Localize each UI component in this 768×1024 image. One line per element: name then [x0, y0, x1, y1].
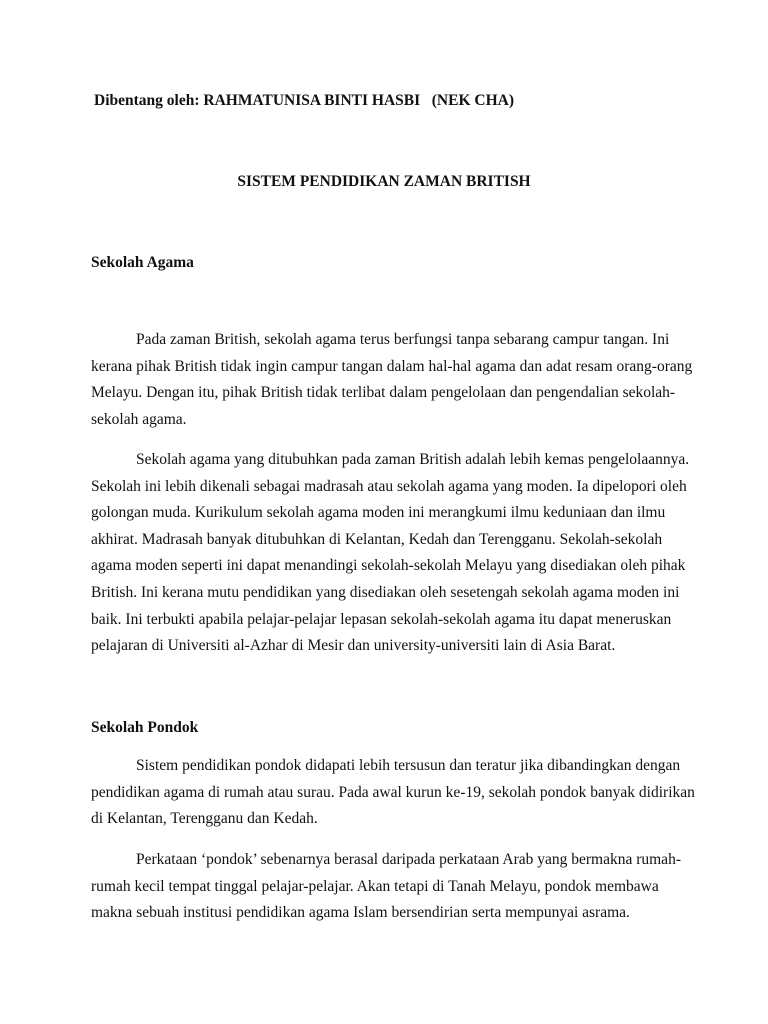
paragraph: [91, 447, 690, 660]
paragraph-line: makna sebuah institusi pendidikan agama Islam bersendirian serta mempunyai asrama.: [91, 904, 630, 922]
paragraph-line: rumah kecil tempat tinggal pelajar-pelajar. Akan tetapi di Tanah Melayu, pondok membawa: [91, 877, 659, 895]
document-title: SISTEM PENDIDIKAN ZAMAN BRITISH: [237, 173, 531, 190]
paragraph-line: di Kelantan, Terengganu dan Kedah.: [91, 810, 318, 828]
paragraph-line: pelajaran di Universiti al-Azhar di Mesir dan university-universiti lain di Asia Barat.: [91, 637, 616, 655]
section-heading-sekolah-pondok: Sekolah Pondok: [91, 719, 199, 736]
paragraph: [91, 327, 693, 433]
paragraph-line: pendidikan agama di rumah atau surau. Pada awal kurun ke-19, sekolah pondok banyak didirikan: [91, 783, 695, 801]
paragraph-line: sekolah agama.: [91, 410, 187, 428]
paragraph-line: Sekolah agama yang ditubuhkan pada zaman British adalah lebih kemas pengelolaannya.: [136, 451, 690, 468]
paragraph-line: Sekolah ini lebih dikenali sebagai madrasah atau sekolah agama yang moden. Ia dipelopori oleh: [91, 477, 687, 495]
paragraph-line: British. Ini kerana mutu pendidikan yang disediakan oleh sesetengah sekolah agama moden ini: [91, 583, 680, 601]
paragraph-line: baik. Ini terbukti apabila pelajar-pelajar lepasan sekolah-sekolah agama itu dapat meneruskan: [91, 610, 672, 628]
paragraph-line: kerana pihak British tidak ingin campur tangan dalam hal-hal agama dan adat resam orang-orang: [91, 357, 693, 375]
paragraph-line: golongan muda. Kurikulum sekolah agama moden ini merangkumi ilmu keduniaan dan ilmu: [91, 504, 666, 522]
paragraph: [91, 847, 681, 927]
author-label: Dibentang oleh:: [94, 92, 200, 109]
paragraph: [91, 753, 695, 833]
author-name: RAHMATUNISA BINTI HASBI (NEK CHA): [199, 92, 514, 109]
section-heading-sekolah-agama: Sekolah Agama: [91, 254, 194, 271]
author-line: [94, 92, 514, 110]
paragraph-line: akhirat. Madrasah banyak ditubuhkan di Kelantan, Kedah dan Terengganu. Sekolah-sekolah: [91, 530, 663, 548]
paragraph-line: Perkataan ‘pondok’ sebenarnya berasal daripada perkataan Arab yang bermakna rumah-: [136, 851, 681, 868]
paragraph-line: Sistem pendidikan pondok didapati lebih tersusun dan teratur jika dibandingkan dengan: [136, 757, 681, 774]
paragraph-line: Pada zaman British, sekolah agama terus berfungsi tanpa sebarang campur tangan. Ini: [136, 331, 670, 348]
paragraph-line: agama moden seperti ini dapat menandingi sekolah-sekolah Melayu yang disediakan oleh pihak: [91, 557, 686, 575]
paragraph-line: Melayu. Dengan itu, pihak British tidak terlibat dalam pengelolaan dan pengendalian sekolah-: [91, 384, 676, 402]
